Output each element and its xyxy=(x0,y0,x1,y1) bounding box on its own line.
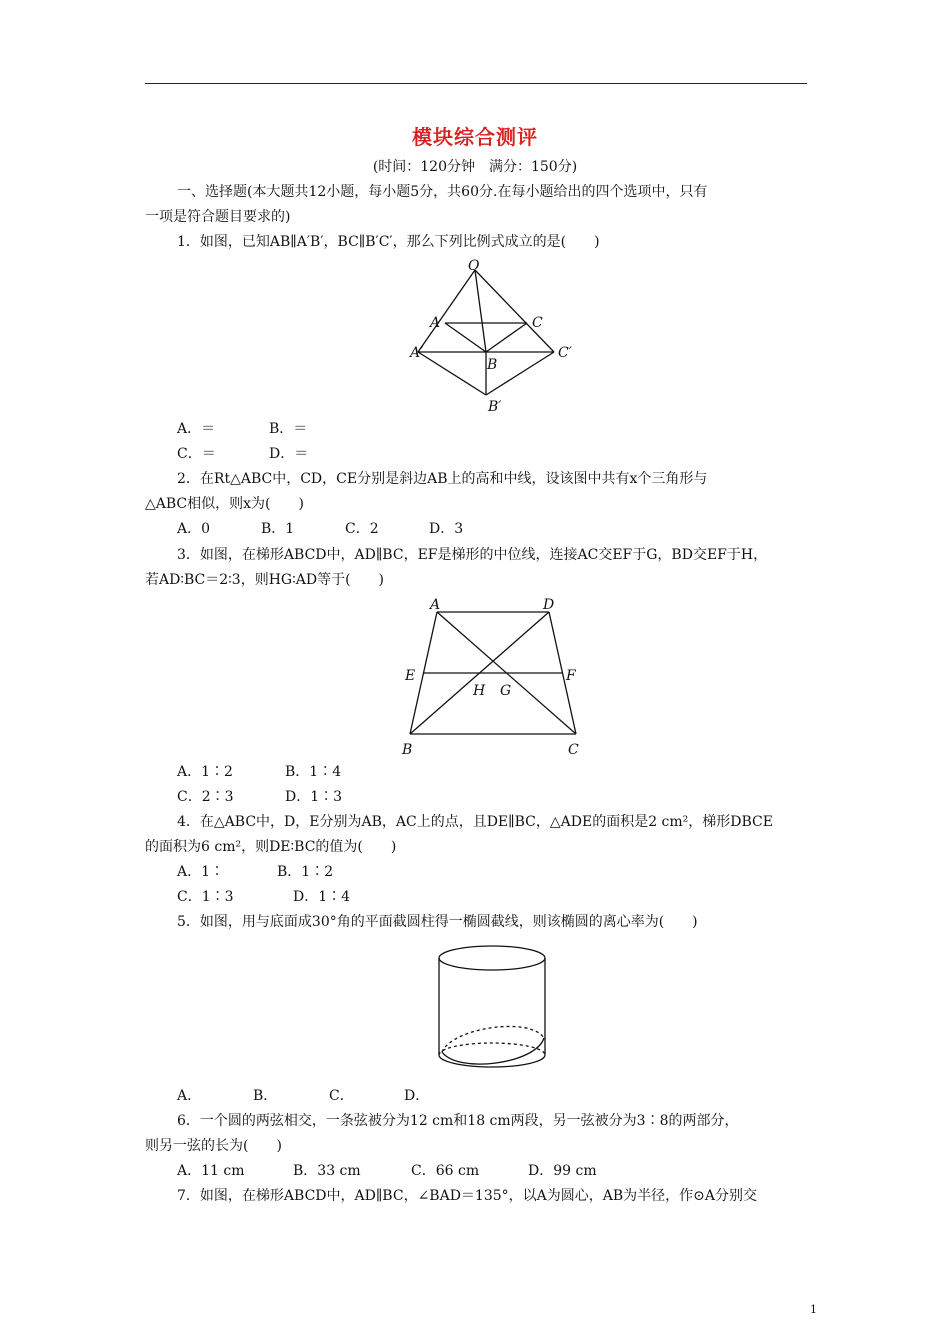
q4-option-c[interactable]: C．1∶3 xyxy=(177,889,234,905)
section-intro: 一、选择题(本大题共12小题，每小题5分，共60分.在每小题给出的四个选项中，只有 xyxy=(177,184,708,200)
q2-option-d[interactable]: D．3 xyxy=(429,521,464,537)
q6-option-d[interactable]: D．99 cm xyxy=(528,1163,597,1179)
q5-option-b[interactable]: B． xyxy=(253,1088,278,1104)
question-2-stem-cont: △ABC相似，则x为( ) xyxy=(145,496,304,512)
q4-option-d[interactable]: D．1∶4 xyxy=(293,889,351,905)
q4-option-a[interactable]: A．1∶ xyxy=(177,864,225,880)
question-3-stem-cont: 若AD∶BC＝2∶3，则HG∶AD等于( ) xyxy=(145,572,384,588)
question-3-stem: 3．如图，在梯形ABCD中，AD∥BC，EF是梯形的中位线，连接AC交EF于G，BD交EF于H， xyxy=(177,547,768,563)
q1-option-d[interactable]: D．＝ xyxy=(269,446,309,462)
q5-option-a[interactable]: A． xyxy=(177,1088,202,1104)
q1-option-a[interactable]: A．＝ xyxy=(177,421,216,437)
q1-option-b[interactable]: B．＝ xyxy=(269,421,308,437)
label-A: A xyxy=(430,597,441,613)
question-7-stem: 7．如图，在梯形ABCD中，AD∥BC，∠BAD＝135°，以A为圆心，AB为半径，作⊙A分别交 xyxy=(177,1188,757,1204)
label-A: A xyxy=(430,315,441,331)
q6-option-b[interactable]: B．33 cm xyxy=(293,1163,361,1179)
label-O: O xyxy=(468,258,480,274)
label-B: B xyxy=(402,742,413,758)
q3-option-a[interactable]: A．1∶2 xyxy=(177,764,233,780)
q3-option-b[interactable]: B．1∶4 xyxy=(285,764,342,780)
label-E: E xyxy=(405,668,416,684)
label-F: F xyxy=(566,668,576,684)
page-number: 1 xyxy=(810,1303,817,1316)
label-C-prime: C′ xyxy=(558,345,572,361)
header-rule xyxy=(145,83,807,84)
section-intro-cont: 一项是符合题目要求的) xyxy=(145,209,291,225)
q3-option-c[interactable]: C．2∶3 xyxy=(177,789,234,805)
q5-option-d[interactable]: D． xyxy=(404,1088,430,1104)
label-C: C xyxy=(568,742,579,758)
question-4-stem: 4．在△ABC中，D，E分别为AB，AC上的点，且DE∥BC，△ADE的面积是2 cm²，梯形DBCE xyxy=(177,814,773,830)
question-2-stem: 2．在Rt△ABC中，CD，CE分别是斜边AB上的高和中线，设该图中共有x个三角形与 xyxy=(177,471,708,487)
q1-option-c[interactable]: C．＝ xyxy=(177,446,216,462)
figure-q5-cylinder xyxy=(430,940,560,1075)
q2-option-a[interactable]: A．0 xyxy=(177,521,211,537)
q5-option-c[interactable]: C． xyxy=(329,1088,354,1104)
figure-q1-triangles xyxy=(400,255,600,415)
q4-option-b[interactable]: B．1∶2 xyxy=(277,864,334,880)
exam-info: (时间：120分钟 满分：150分) xyxy=(372,159,578,175)
label-A-prime: A′ xyxy=(410,345,424,361)
question-5-stem: 5．如图，用与底面成30°角的平面截圆柱得一椭圆截线，则该椭圆的离心率为( ) xyxy=(177,914,698,930)
q6-option-c[interactable]: C．66 cm xyxy=(411,1163,480,1179)
figure-q3-trapezoid xyxy=(395,590,595,760)
question-1-stem: 1．如图，已知AB∥A′B′，BC∥B′C′，那么下列比例式成立的是( ) xyxy=(177,234,600,250)
q6-option-a[interactable]: A．11 cm xyxy=(177,1163,245,1179)
label-H: H xyxy=(473,683,486,699)
question-4-stem-cont: 的面积为6 cm²，则DE∶BC的值为( ) xyxy=(145,839,397,855)
question-6-stem-cont: 则另一弦的长为( ) xyxy=(145,1138,282,1154)
question-6-stem: 6．一个圆的两弦相交，一条弦被分为12 cm和18 cm两段，另一弦被分为3∶8的两部分， xyxy=(177,1113,739,1129)
q2-option-b[interactable]: B．1 xyxy=(261,521,295,537)
label-G: G xyxy=(500,683,512,699)
q2-option-c[interactable]: C．2 xyxy=(345,521,379,537)
label-C: C xyxy=(532,315,543,331)
q3-option-d[interactable]: D．1∶3 xyxy=(285,789,343,805)
page-title: 模块综合测评 xyxy=(412,125,538,149)
label-D: D xyxy=(543,597,555,613)
label-B-prime: B′ xyxy=(488,399,502,415)
label-B: B xyxy=(487,357,498,373)
